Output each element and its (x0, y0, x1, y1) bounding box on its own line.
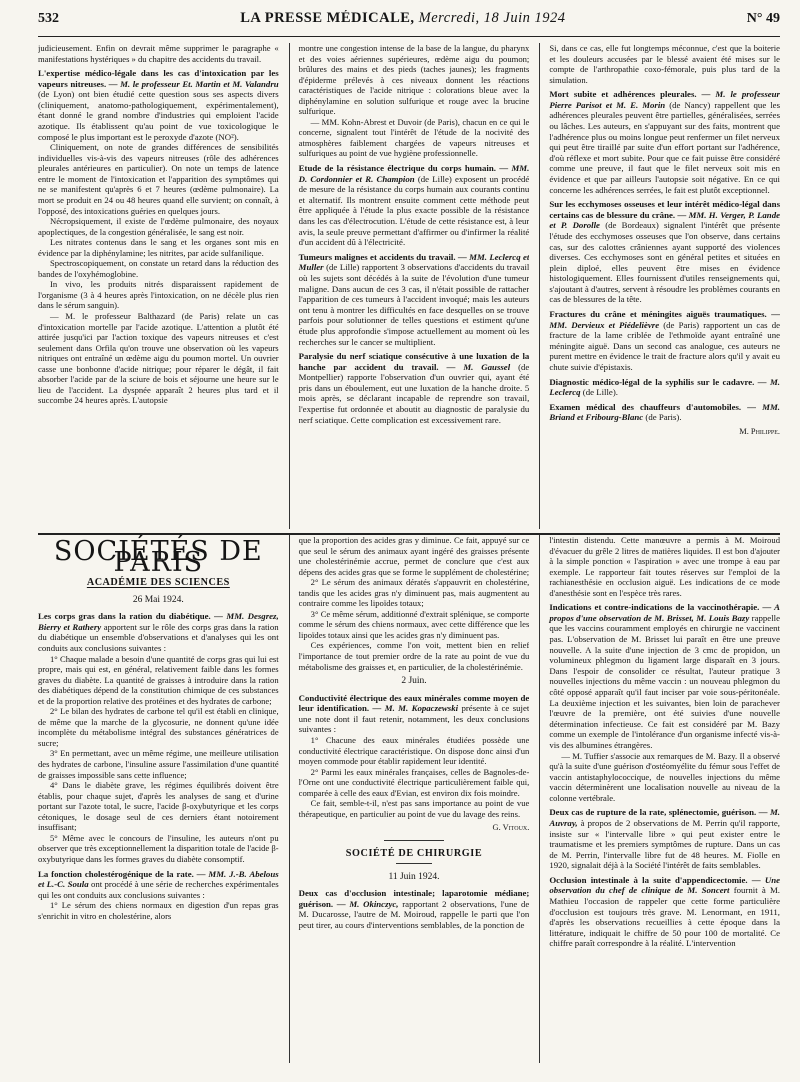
page-number: 532 (38, 11, 59, 26)
bottom-column-3 (539, 535, 780, 1063)
paragraph: 1° Chaque malade a besoin d'une quantité de corps gras qui lui est propre, mais qui est, en général, relativement faible dans les formes graves du diabète. La quantité de graisses à introduire dans la ration des diabétiques dépend de la constitution chimique de ces substances et de la proportion relative des protéines et des hydrates de carbone; (38, 653, 279, 706)
paragraph: Nécropsiquement, il existe de l'œdème pulmonaire, des noyaux apoplectiques, de la congestion généralisée, le sang est noir. (38, 216, 279, 237)
article-heading (549, 199, 780, 305)
paragraph: judicieusement. Enfin on devrait même supprimer le paragraphe « manifestations hystériques » du chapitre des accidents du travail. (38, 43, 279, 64)
article-heading (299, 163, 530, 248)
paragraph: In vivo, les produits nitrés disparaissent rapidement de l'organisme (3 à 4 heures après l'intoxication, on ne décèle plus rien dans le sérum sanguin). (38, 279, 279, 311)
article-text: (de Montpellier) rapporte l'observation d'un ouvrier qui, ayant été pris dans un éboulement, eut une luxation de la hanche droite. 5 mois après, se déclarant incapable de reprendre son travail, l'expertise fut ordonnée et aboutit au diagnostic de paralysie du nerf sciatique. Cette complication est excessivement rare. (298, 361, 530, 425)
article-title: Sur les ecchymoses osseuses et leur intérêt médico-légal dans certains cas de blessure du crâne. (549, 199, 780, 220)
article-text: (de Paris). (645, 412, 682, 423)
paragraph: Ces expériences, comme l'on voit, mettent bien en relief l'importance de tout premier ordre de la rate au point de vue du métabolisme des graisses et, en particulier, de la cholestérinémie. (298, 640, 530, 672)
article-heading (299, 351, 530, 425)
article-authors: — M. Leclercq (549, 376, 780, 398)
paragraph: montre une congestion intense de la base de la langue, du pharynx et des voies aériennes supérieures, œdème aigu du poumon; brûlures des mains et des pieds (taches jaunes); les fragments d'épiderme prélevés à ces niveaux donnent les réactions caractéristiques de l'acide nitrique : colorations bleue avec la diphénylamine en solution sulfurique et rouge avec la brucine sulfurique. (298, 43, 530, 117)
article-text: (de Lyon) ont bien étudié cette question sous ses aspects divers (cliniquement, anatomo-pathologiquement, expérimentalement), étant donné le grand nombre d'industries qui emploient l'acide azotique. Ils établissent qu'au point de vue toxicologique le composé le plus important est le peroxyde d'azote (NO²). (38, 89, 279, 142)
article-title: Etude de la résistance électrique du corps humain. (298, 163, 496, 174)
column-3-body (549, 43, 780, 423)
article-title: L'expertise médico-légale dans les cas d'intoxication par les vapeurs nitreuses. (38, 68, 279, 89)
column-3 (539, 43, 780, 529)
article-title: Deux cas d'occlusion intestinale; laparotomie médiane; guérison. (298, 888, 530, 909)
bottom-column-1 (38, 535, 279, 1063)
section-title: SOCIÉTÉS DE PARIS (53, 536, 263, 578)
newspaper-page (38, 10, 780, 1076)
article-authors: — M. Gaussel (446, 361, 511, 372)
bottom-column-2 (289, 535, 530, 1063)
article-text: (de Lille) rapportent 3 observations d'accidents du travail où les sujets sont décédés à la suite de l'évolution d'une tumeur maligne. Dans aucun de ces 3 cas, il n'était possible de rattacher l'apparition de ces tumeurs à l'accident invoqué; mais les auteurs ont tenu à montrer les difficultés en face desquelles on se trouve parfois pour solutionner de telles questions et estiment qu'une étude plus approfondie s'impose actuellement au moment où les recherches sur le cancer se multiplient. (298, 262, 530, 347)
article-heading (549, 377, 780, 398)
article-authors: — M. Okinczyc, (336, 898, 399, 909)
paragraph: 2° Le bilan des hydrates de carbone tel qu'il est établi en clinique, de même que la marche de la glycosurie, ne donnent qu'une idée incomplète du métabolisme intégral des substances génératrices de sucre; (38, 706, 279, 748)
article-authors: — MM. J.-B. Abelous et L.-C. Soula (38, 868, 279, 890)
article-heading (549, 89, 780, 195)
article-text: ont procédé à une série de recherches expérimentales qui les ont conduits aux conclusions suivantes : (38, 879, 279, 900)
paragraph: 3° En permettant, avec un même régime, une meilleure utilisation des hydrates de carbone, l'insuline assure l'assimilation d'une quantité de graisses impossible sans cette influence; (38, 748, 279, 780)
paragraph: Si, dans ce cas, elle fut longtemps méconnue, c'est que la boiterie et les douleurs accusées par le blessé avaient été mises sur le compte de l'arthropathie coxo-fémorale, puis plus tard de la simulation. (549, 43, 780, 85)
article-title: Fractures du crâne et méningites aiguës traumatiques. (549, 309, 767, 320)
bottom-columns (38, 535, 780, 1063)
article-authors: — MM. H. Verger, P. Lande et P. Dorolle (549, 209, 780, 231)
paragraph: 1° Le sérum des chiens normaux en digestion d'un repas gras s'enrichit in vitro en cholestérine, alors (38, 900, 279, 921)
academie-title: ACADÉMIE DES SCIENCES (86, 577, 230, 589)
article-heading (38, 68, 279, 142)
article-heading (549, 309, 780, 373)
paragraph: que la proportion des acides gras y diminue. Ce fait, appuyé sur ce que seul le sérum des animaux ayant ingéré des graisses présente une cholestérinémie accrue, permet de conclure que c'est aux dépens des acides gras que se forme le supplément de cholestérine; (298, 535, 530, 577)
article-authors: — MM. Dervieux et Piédelièvre (549, 309, 780, 330)
article-text: rappelle que les vaccins couramment employés en chirurgie ne vaccinent pas. L'observation de M. Brisset lui paraît en être une preuve nouvelle. A la suite d'une injection de 3 cmc de propidon, un volumineux phlegmon du ligament large disparaît en 3 jours. Dans l'espoir de consolider ce résultat, l'auteur pratique 3 nouvelles injections du même vaccin : un nouveau phlegmon du côté opposé apparaît qu'il faut inciser par voie sous-péritonéale. La deuxième injection et les suivantes, bien loin de parachever l'œuvre de la première, ont été suivies d'une nouvelle détermination infectieuse. Ce fait est considéré par M. Bazy comme un exemple de l'intolérance d'un organisme infecté vis-à-vis des albumines étrangères. (549, 612, 780, 750)
article-heading (299, 693, 530, 735)
article-title: Tumeurs malignes et accidents du travail. (298, 251, 456, 262)
bottom-column-3-body (549, 535, 780, 949)
paragraph: Spectroscopiquement, on constate un retard dans la réduction des bandes de l'oxyhémoglobine. (38, 258, 279, 279)
article-title: Indications et contre-indications de la vaccinothérapie. (549, 602, 760, 613)
journal-title (240, 10, 565, 27)
article-text: apportent sur le rôle des corps gras dans la ration du diabétique un ensemble d'observations et d'analyses qui les ont conduits aux conclusions suivantes : (38, 621, 279, 653)
bottom-column-2-part-c (299, 888, 530, 930)
article-title: Paralysie du nerf sciatique consécutive à une luxation de la hanche par accident du travail. (298, 351, 530, 372)
issue-date: Mercredi, 18 Juin 1924 (418, 10, 566, 26)
bottom-column-1-body (38, 611, 279, 921)
bottom-column-2-part-b (299, 693, 530, 820)
column-2 (289, 43, 530, 529)
article-heading (549, 807, 780, 871)
chirurgie-rule (396, 863, 432, 864)
article-authors: — Une observation du chef de clinique de M. Soncert (549, 874, 780, 896)
article-heading (299, 252, 530, 347)
article-text: (de Lille) exposent un procédé de mesure de la résistance du corps humain aux courants continu et alternatif. Ils montrent ensuite comment cette méthode peut être appliquée à l'étude la plus exacte possible de la résistance dans les cas d'électrocution. L'étude de cette résistance est, à leur avis, la seule preuve permettant d'affirmer ou d'infirmer la réalité d'un accident dû à l'électricité. (298, 173, 530, 248)
paragraph: Cliniquement, on note de grandes différences de sensibilités individuelles vis-à-vis des vapeurs nitreuses (rôle des adhérences pleurales antérieures en particulier). On note un temps de latence entre le moment de l'intoxication et l'apparition des symptômes qui ne se manifestent qu'après 6 et 7 heures (œdème pulmonaire). La mort se produit en 24 ou 48 heures quand elle survient; on connaît, à l'opposé, des intoxications guéries en quelques jours. (38, 142, 279, 216)
column-1 (38, 43, 279, 529)
article-title: Occlusion intestinale à la suite d'appendicectomie. (549, 874, 748, 885)
article-heading (38, 869, 279, 901)
academie-date: 26 Mai 1924. (132, 594, 184, 605)
article-title: Conductivité électrique des eaux minérales comme moyen de leur identification. (298, 692, 530, 714)
session-date: 2 Juin. (401, 676, 427, 687)
article-authors: — MM. Desgrez, Bierry et Rathery (38, 611, 279, 632)
article-text: présente à ce sujet une note dont il faut retenir, notamment, les deux conclusions suivantes : (298, 703, 530, 735)
paragraph: 2° Le sérum des animaux dératés s'appauvrit en cholestérine, tandis que les acides gras n'y diminuent pas, mais augmentent au contraire comme les lipoïdes totaux; (298, 577, 530, 609)
article-authors: — MM. Briand et Fribourg-Blanc (549, 401, 780, 423)
article-authors: — A propos d'une observation de M. Brisset, M. Louis Bazy (549, 602, 780, 623)
article-text: (de Nancy) rappellent que les adhérences pleurales peuvent être partielles, généralisées, serrées ou lâches. Les auteurs, en s'appuyant sur des faits, montrent que l'adhérence plus ou moins longue peut renfermer un filet nerveux qui peut être tiraillé par suite d'un effort portant sur l'adhérence, d'où réflexe et mort subite. Pour que ce fait puisse être considéré comme une preuve, il faut que le filet nerveux soit mis en évidence et que par ailleurs l'autopsie soit négative. En ce qui concerne les adhérences serrées, le fait est plutôt exceptionnel. (549, 99, 780, 195)
article-heading (549, 602, 780, 750)
chirurgie-title: SOCIÉTÉ DE CHIRURGIE (345, 847, 483, 859)
article-title: Mort subite et adhérences pleurales. (549, 89, 697, 100)
paragraph: l'intestin distendu. Cette manœuvre a permis à M. Moiroud d'évacuer du grêle 2 litres de matières liquides. Il est bon d'ajouter à la simple ponction « l'aspiration » avec une trompe à eau par exemple. Le rapporteur fait toutes réserves sur l'emploi de la rachianesthésie en occlusion aiguë. Les indications de ce mode d'anesthésie sont en l'espèce très rares. (549, 535, 780, 598)
paragraph: 5° Même avec le concours de l'insuline, les auteurs n'ont pu observer que très exceptionnellement la disparition totale de l'acide β-oxybutyrique dans les formes graves du diabète consomptif. (38, 832, 279, 864)
paragraph: 1° Chacune des eaux minérales étudiées possède une conductivité électrique caractéristique. On dispose donc ainsi d'un moyen commode pour établir rapidement leur identité. (298, 735, 530, 767)
paragraph: 3° Ce même sérum, additionné d'extrait splénique, se comporte comme le sérum des chiens normaux, avec cette différence que les lipoïdes totaux ainsi que les acides gras n'y diminuent pas. (298, 608, 530, 640)
article-text: à propos de 2 observations de M. Perrin qu'il rapporte, insiste sur « l'intervalle libre » qui peut exister entre le traumatisme et les premiers symptômes de rupture. Dans un cas de M. Perrin, l'intervalle libre fut de 48 heures. M. Fiolle en 1920, signalait déjà à la Société l'intérêt de faits semblables. (549, 817, 780, 871)
bottom-column-2-signature: G. Vitoux. (492, 823, 530, 833)
article-authors: — MM. D. Cordonnier et R. Champion (298, 163, 530, 184)
article-text: rapportant 2 observations, l'une de M. Ducarosse, l'autre de M. Moiroud, rappelle le parti que l'on peut tirer, au cours d'interventions semblables, de la ponction de (298, 898, 530, 930)
article-heading (299, 888, 530, 930)
article-text: (de Bordeaux) signalent l'intérêt que présente l'étude des ecchymoses osseuses que l'on observe, dans certains cas, sur des calottes crâniennes ayant supporté des violences diverses. Ces ecchymoses sont en général petites et situées en plein diploé, elles peuvent être mises en évidence histologiquement. Elles fournissent d'utiles renseignements qui, s'ajoutant à d'autres, servent à résoudre les problèmes courants en cas de blessures de la tête. (549, 220, 780, 305)
article-authors: — MM. Leclercq et Muller (298, 251, 530, 273)
article-text: (de Lille). (582, 387, 618, 398)
paragraph: Ce fait, semble-t-il, n'est pas sans importance au point de vue thérapeutique, en particulier au point de vue du lavage des reins. (298, 798, 530, 819)
article-title: Deux cas de rupture de la rate, splénectomie, guérison. (549, 807, 757, 818)
top-columns (38, 43, 780, 529)
paragraph: 2° Parmi les eaux minérales françaises, celles de Bagnoles-de-l'Orne ont une conductivité électrique particulièrement faible qui, comparée à celle des eaux d'Evian, est environ dix fois moindre. (298, 766, 530, 798)
paragraph: — M. Tuffier s'associe aux remarques de M. Bazy. Il a observé qu'à la suite d'une guérison d'ostéomyélite du fémur sous l'effet de vaccin antistaphylococcique, de nouvelles injections du même vaccin déterminèrent une localisation nouvelle au niveau de la colonne vertébrale. (549, 750, 780, 803)
article-text: (de Paris) rapportent un cas de fracture de la lame criblée de l'ethmoïde ayant entraîné une méningite aiguë. Dans un second cas analogue, ces auteurs ne purent mettre en évidence le trait de fracture alors qu'il y avait eu chute suivie d'épistaxis. (549, 319, 780, 373)
bottom-column-2-part-a (299, 535, 530, 672)
short-rule (384, 840, 444, 841)
issue-number: N° 49 (746, 11, 780, 26)
article-title: La fonction cholestérogénique de la rate. (38, 868, 194, 879)
article-authors: — M. le professeur Et. Martin et M. Valandru (108, 78, 279, 89)
article-authors: — M. M. Kopaczewski (372, 703, 459, 714)
column-3-signature: M. Philippe. (739, 427, 780, 436)
paragraph: — MM. Kohn-Abrest et Duvoir (de Paris), chacun en ce qui le concerne, signalent tout l'intérêt de l'étude de la nocivité des atmosphères faiblement chargées de vapeurs nitreuses et sulfuriques au point de vue hygiène professionnelle. (298, 116, 530, 159)
article-heading (38, 611, 279, 653)
article-title: Les corps gras dans la ration du diabétique. (38, 611, 211, 622)
chirurgie-date: 11 Juin 1924. (388, 871, 440, 882)
article-authors: — M. le professeur Pierre Parisot et M. E. Morin (549, 89, 780, 110)
article-authors: — M. Auvray, (549, 807, 780, 828)
journal-name: LA PRESSE MÉDICALE, (240, 10, 415, 26)
article-heading (549, 402, 780, 423)
article-text: fournit à M. Mathieu l'occasion de rappeler que cette forme particulière d'occlusion est toujours très grave. M. Lenormant, en 1911, d'après les observations recueillies à cette époque dans la littérature, indiquait le chiffre de 50 pour 100 de mortalité. Ce chiffre paraît correspondre à la réalité. L'intervention (549, 885, 780, 949)
article-heading (549, 875, 780, 949)
paragraph: — M. le professeur Balthazard (de Paris) relate un cas d'intoxication mortelle par l'acide azotique. L'attention a plutôt été attirée jusqu'ici par l'action toxique des vapeurs nitreuses et c'est seulement dans Orfila qu'on trouve une observation où les vapeurs nitriques ont entraîné un œdème aigu du poumon mortel. Un ouvrier casse une bonbonne d'acide nitrique; pour réparer le dégât, il fait absorber l'acide par de la sciure de bois et séjourne une heure sur le lieu de l'accident. La dyspnée apparaît 2 heures plus tard et il succombe 24 heures après. L'autopsie (38, 311, 279, 406)
paragraph: Les nitrates contenus dans le sang et les organes sont mis en évidence par la diphénylamine; les nitrites, par acide sulfanilique. (38, 237, 279, 258)
article-title: Diagnostic médico-légal de la syphilis sur le cadavre. (549, 376, 755, 387)
article-title: Examen médical des chauffeurs d'automobiles. (549, 401, 742, 412)
paragraph: 4° Dans le diabète grave, les régimes équilibrés doivent être établis, pour chaque sujet, d'après les analyses de sang et d'urine portant sur l'azote total, le sucre, l'acide β-oxybutyrique et les corps cétoniques, le dosage seul de ces derniers étant notoirement insuffisant; (38, 780, 279, 833)
masthead (38, 10, 780, 37)
